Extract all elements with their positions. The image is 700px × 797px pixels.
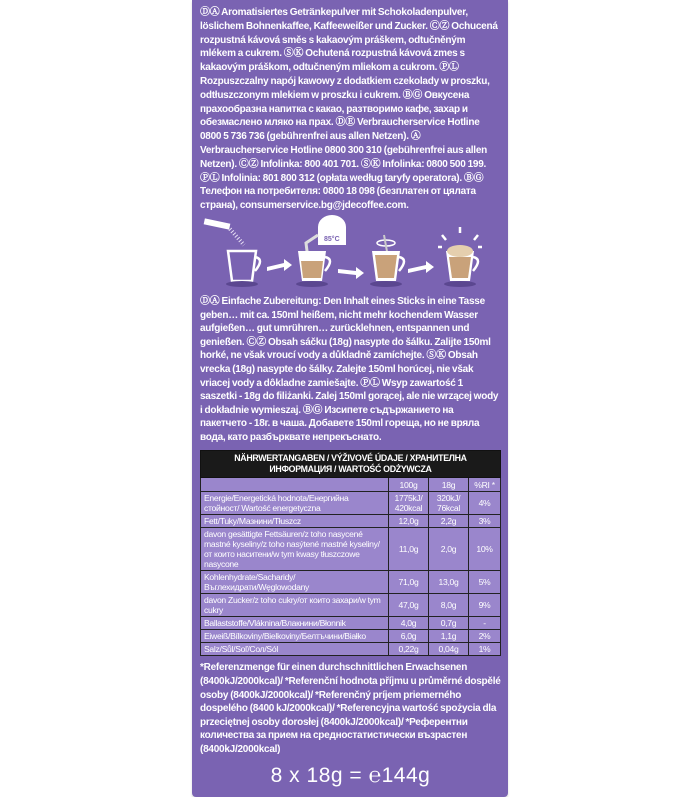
nutrient-name: davon Zucker/z toho cukry/от които захари/w tym cukry <box>201 594 389 617</box>
nutrient-value: 12,0g <box>389 515 429 528</box>
product-description: ⒹⒶ Aromatisiertes Getränkepulver mit Schokoladenpulver, löslichem Bohnenkaffee, Kaffeeweißer und Zucker. ⒸⓏ Ochucená rozpustná kávová směs s kakaovým práškem, odtučněným mlékem a cukrem. ⓈⓀ Ochutená rozpustná kávová zmes s kakaovým práškom, odtučneným mliekom a cukrom. ⓅⓁ Rozpuszczalny napój kawowy z dodatkiem czekolady w proszku, odtłuszczonym mlekiem w proszku i cukrem. ⒷⒼ Овкусена прахообразна напитка с какао, разтворимо кафе, захар и обезмаслено мляко на прах. ⒹⒺ Verbraucherservice Hotline 0800 5 736 736 (gebührenfrei aus allen Netzen). Ⓐ Verbraucherservice Hotline 0800 300 310 (gebührenfrei aus allen Netzen). ⒸⓏ Infolinka: 800 401 701. ⓈⓀ Infolinka: 0800 500 199. ⓅⓁ Infolinia: 801 800 312 (opłata według taryfy operatora). ⒷⒼ Телефон на потребителя: 0800 18 098 (безплатен от цялата страна), consumerservice.bg@jdecoffee.com. <box>200 7 498 212</box>
nutrient-value: 4,0g <box>389 617 429 630</box>
package-back-panel <box>192 0 508 797</box>
nutrient-value: 5% <box>469 571 501 594</box>
nutrient-value: 1775kJ/ 420kcal <box>389 492 429 515</box>
nutrient-value: 10% <box>469 528 501 571</box>
nutrient-name: Salz/Sůl/Soľ/Сол/Sól <box>201 643 389 656</box>
nutrient-value: 0,22g <box>389 643 429 656</box>
column-header: 18g <box>429 478 469 492</box>
nutrient-value: 47,0g <box>389 594 429 617</box>
nutrient-value: 2,0g <box>429 528 469 571</box>
nutrient-value: 8,0g <box>429 594 469 617</box>
nutrient-name: davon gesättigte Fettsäuren/z toho nasycené mastné kyseliny/z toho nasýtené mastné kyseliny/от които наситени/w tym kwasy tłuszczowe nasycone <box>201 528 389 571</box>
nutrient-value: 11,0g <box>389 528 429 571</box>
table-row <box>201 571 501 594</box>
step-4-enjoy <box>438 227 482 287</box>
nutrient-value: 6,0g <box>389 630 429 643</box>
nutrient-value: 3% <box>469 515 501 528</box>
nutrient-value: 4% <box>469 492 501 515</box>
column-header: 100g <box>389 478 429 492</box>
table-row <box>201 515 501 528</box>
nutrient-value: 9% <box>469 594 501 617</box>
preparation-instructions: ⒹⒶ Einfache Zubereitung: Den Inhalt eines Sticks in eine Tasse geben… mit ca. 150ml heißem, nicht mehr kochendem Wasser aufgießen… gut umrühren… zurücklehnen, entspannen und genießen. ⒸⓏ Obsah sáčku (18g) nasypte do šálku. Zalijte 150ml horké, ne však vroucí vody a důkladně zamíchejte. ⓈⓀ Obsah vrecka (18g) nasypte do šálky. Zalejte 150ml horúcej, nie však vriacej vody a dôkladne zamiešajte. ⓅⓁ Wsyp zawartość 1 saszetki - 18g do filiżanki. Zalej 150ml gorącej, ale nie wrzącej wody i dokładnie wymieszaj. ⒷⒼ Изсипете съдържанието на пакетчето - 18г. в чаша. Добавете 150ml гореща, но не вряла вода, като разбърквате непрекъснато. <box>200 295 499 443</box>
nutrient-value: 2% <box>469 630 501 643</box>
arrow-icon <box>408 261 434 273</box>
step-2-pour-water <box>296 215 346 287</box>
column-header: %RI * <box>469 478 501 492</box>
table-row <box>201 617 501 630</box>
nutrient-name: Ballaststoffe/Vláknina/Влакнини/Błonnik <box>201 617 389 630</box>
nutrition-table <box>200 450 501 656</box>
table-row <box>201 594 501 617</box>
nutrient-value: 320kJ/ 76kcal <box>429 492 469 515</box>
nutrient-value: - <box>469 617 501 630</box>
table-row <box>201 643 501 656</box>
arrow-icon <box>267 259 292 271</box>
nutrient-value: 13,0g <box>429 571 469 594</box>
reference-intake-footnote: *Referenzmenge für einen durchschnittlichen Erwachsenen (8400kJ/2000kcal)/ *Referenční hodnota příjmu u průměrné dospělé osoby (8400kJ/2000kcal)/ *Referenčný príjem priemerného dospelého (8400 kJ/2000kcal)/ *Referencyjna wartość spożycia dla przeciętnej osoby dorosłej (8400kJ/2000kcal)/ *Референтни количества за прием на средностатистически възрастен (8400kJ/2000kcal) <box>200 662 501 756</box>
nutrient-name: Kohlenhydrate/Sacharidy/Въглехидрати/Węglowodany <box>201 571 389 594</box>
arrow-icon <box>338 267 364 279</box>
nutrient-name: Energie/Energetická hodnota/Енергийна стойност/ Wartość energetyczna <box>201 492 389 515</box>
preparation-illustration <box>192 215 508 291</box>
nutrient-value: 2,2g <box>429 515 469 528</box>
table-row <box>201 630 501 643</box>
nutrient-name: Eiweiß/Bílkoviny/Bielkoviny/Белтъчини/Białko <box>201 630 389 643</box>
nutrient-value: 0,04g <box>429 643 469 656</box>
table-row <box>201 492 501 515</box>
step-1-pour-powder <box>204 218 260 287</box>
column-header <box>201 478 389 492</box>
nutrient-name: Fett/Tuky/Мазнини/Tłuszcz <box>201 515 389 528</box>
kettle-temperature: 85°C <box>324 235 340 243</box>
nutrient-value: 1,1g <box>429 630 469 643</box>
step-3-stir <box>370 235 404 287</box>
table-row <box>201 528 501 571</box>
nutrient-value: 1% <box>469 643 501 656</box>
nutrient-value: 71,0g <box>389 571 429 594</box>
nutrition-title: NÄHRWERTANGABEN / VÝŽIVOVÉ ÚDAJE / ХРАНИТЕЛНА ИНФОРМАЦИЯ / WARTOŚĆ ODŻYWCZA <box>201 451 501 478</box>
nutrient-value: 0,7g <box>429 617 469 630</box>
net-weight: 8 x 18g = ℮144g <box>270 763 431 787</box>
